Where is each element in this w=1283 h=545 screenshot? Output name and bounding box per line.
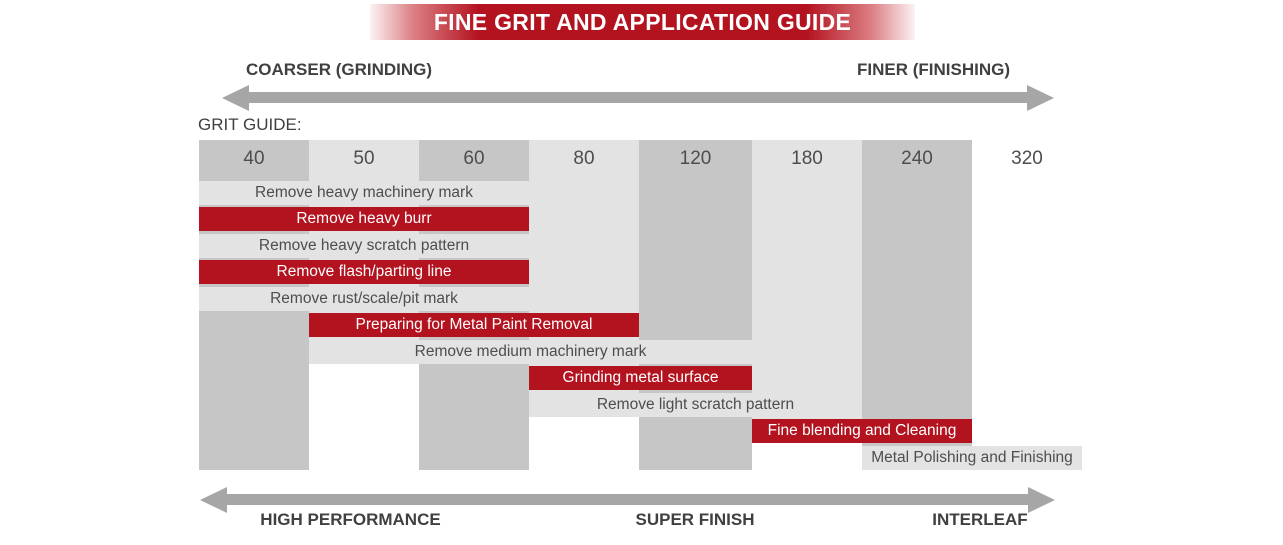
category-label-interleaf: INTERLEAF bbox=[932, 510, 1028, 529]
page-title: FINE GRIT AND APPLICATION GUIDE bbox=[433, 8, 852, 35]
application-bar-preparing-for-metal-paint-removal: Preparing for Metal Paint Removal bbox=[309, 313, 639, 337]
application-bar-metal-polishing-and-finishing: Metal Polishing and Finishing bbox=[862, 446, 1082, 470]
grit-label-40: 40 bbox=[243, 148, 265, 169]
category-label-high-performance: HIGH PERFORMANCE bbox=[260, 510, 441, 529]
grit-label-50: 50 bbox=[353, 148, 375, 169]
application-bar-fine-blending-and-cleaning: Fine blending and Cleaning bbox=[752, 419, 972, 443]
application-bar-remove-heavy-machinery-mark: Remove heavy machinery mark bbox=[199, 181, 529, 205]
category-label-super-finish: SUPER FINISH bbox=[635, 510, 755, 529]
grit-label-80: 80 bbox=[573, 148, 595, 169]
grit-label-240: 240 bbox=[901, 148, 933, 169]
finer-direction-label: FINER (FINISHING) bbox=[857, 60, 1010, 79]
application-bar-remove-flash-parting-line: Remove flash/parting line bbox=[199, 260, 529, 284]
application-bar-remove-heavy-burr: Remove heavy burr bbox=[199, 207, 529, 231]
grit-label-60: 60 bbox=[463, 148, 485, 169]
grit-column-120 bbox=[639, 140, 752, 470]
application-bar-remove-heavy-scratch-pattern: Remove heavy scratch pattern bbox=[199, 234, 529, 258]
coarser-direction-label: COARSER (GRINDING) bbox=[246, 60, 433, 79]
application-bar-remove-light-scratch-pattern: Remove light scratch pattern bbox=[529, 393, 862, 417]
grit-label-320: 320 bbox=[1011, 148, 1043, 169]
application-bar-remove-rust-scale-pit-mark: Remove rust/scale/pit mark bbox=[199, 287, 529, 311]
arrow-shaft bbox=[226, 494, 1029, 505]
grit-label-120: 120 bbox=[679, 148, 712, 169]
grit-guide-label: GRIT GUIDE: bbox=[198, 115, 302, 134]
grit-column-180 bbox=[752, 140, 862, 425]
application-bar-grinding-metal-surface: Grinding metal surface bbox=[529, 366, 752, 390]
grit-label-180: 180 bbox=[791, 148, 823, 169]
application-bar-remove-medium-machinery-mark: Remove medium machinery mark bbox=[309, 340, 752, 364]
